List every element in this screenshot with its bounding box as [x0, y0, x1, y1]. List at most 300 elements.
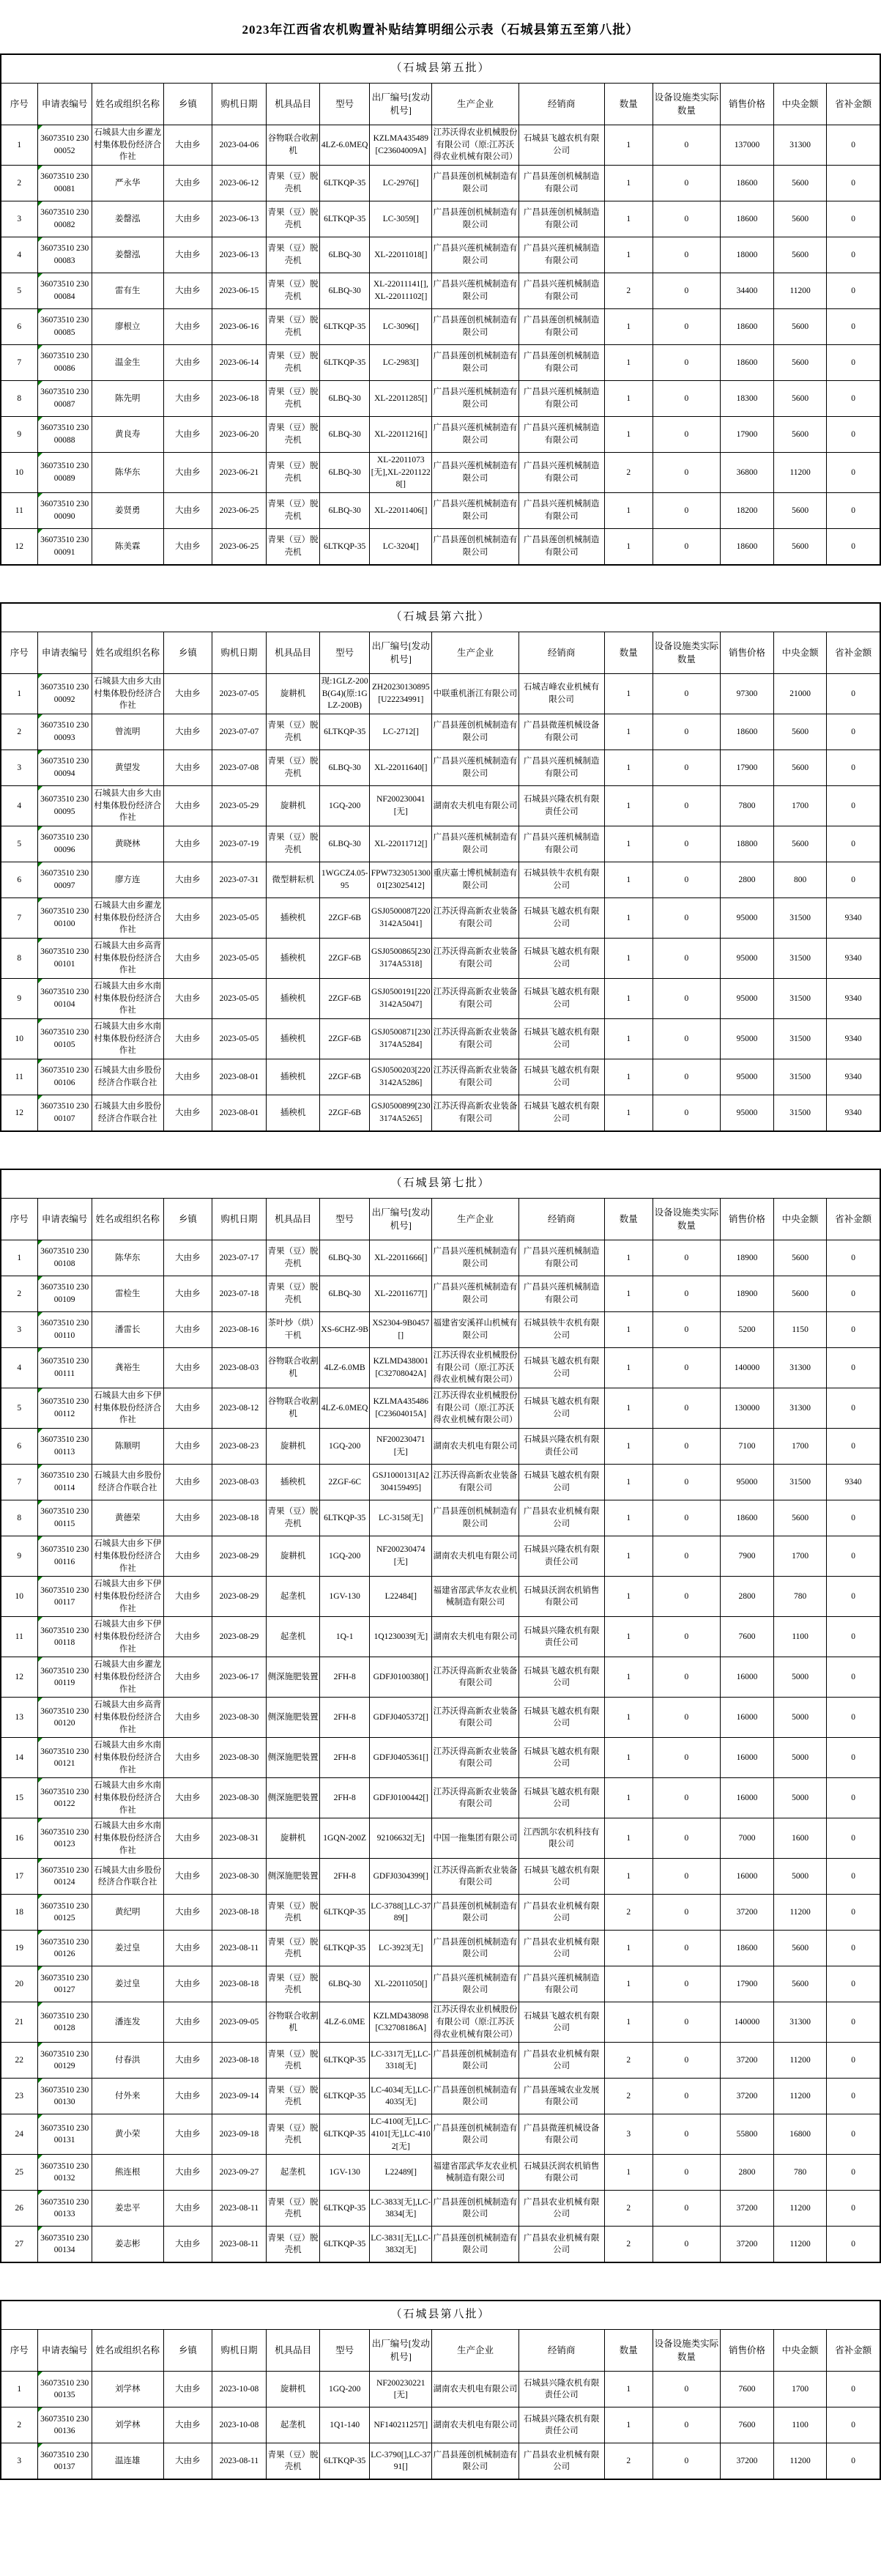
- cell-prov: 0: [827, 125, 880, 166]
- cell-dealer: 广昌县兴莲机械制造有限公司: [518, 237, 604, 273]
- cell-dealer: 广昌县农业机械有限公司: [518, 2043, 604, 2079]
- cell-prov: 0: [827, 2227, 880, 2263]
- cell-app: 36073510 23000100: [37, 898, 92, 939]
- column-header-maker: 生产企业: [432, 84, 518, 125]
- cell-central: 5600: [774, 1240, 827, 1276]
- cell-serial: XL-22011141[],XL-22011102[]: [370, 273, 432, 309]
- cell-prov: 0: [827, 1818, 880, 1859]
- cell-serial: XL-22011640[]: [370, 750, 432, 786]
- cell-date: 2023-06-13: [212, 201, 266, 237]
- cell-facility: 0: [653, 1059, 720, 1095]
- cell-central: 31300: [774, 125, 827, 166]
- column-header-maker: 生产企业: [432, 632, 518, 674]
- cell-serial: LC-3317[无],LC-3318[无]: [370, 2043, 432, 2079]
- cell-qty: 1: [604, 1500, 653, 1536]
- cell-qty: 1: [604, 1348, 653, 1388]
- cell-price: 16000: [720, 1657, 773, 1698]
- cell-dealer: 广昌县莲城农业发展有限公司: [518, 2079, 604, 2114]
- cell-name: 石城县大由乡高背村集体股份经济合作社: [92, 939, 163, 979]
- cell-app: 36073510 23000136: [37, 2407, 92, 2443]
- cell-maker: 湖南农夫机电有限公司: [432, 786, 518, 826]
- cell-qty: 1: [604, 714, 653, 750]
- excel-flag-marker-icon: [38, 1617, 42, 1621]
- cell-item: 青果（豆）脱壳机: [267, 1931, 320, 1966]
- cell-date: 2023-08-11: [212, 2443, 266, 2480]
- cell-qty: 2: [604, 1895, 653, 1931]
- excel-flag-marker-icon: [38, 862, 42, 867]
- cell-model: 1GQN-200Z: [320, 1818, 370, 1859]
- excel-flag-marker-icon: [38, 2443, 42, 2448]
- cell-town: 大由乡: [163, 2443, 212, 2480]
- cell-serial: GDFJ0304399[]: [370, 1859, 432, 1895]
- cell-dealer: 广昌县兴莲机械制造有限公司: [518, 273, 604, 309]
- excel-flag-marker-icon: [38, 2114, 42, 2119]
- cell-qty: 1: [604, 1966, 653, 2002]
- cell-serial: GDFJ0405372[]: [370, 1698, 432, 1738]
- column-header-name: 姓名或组织名称: [92, 2330, 163, 2372]
- cell-dealer: 广昌县兴莲机械制造有限公司: [518, 417, 604, 453]
- cell-central: 5600: [774, 417, 827, 453]
- cell-prov: 0: [827, 1348, 880, 1388]
- cell-model: 6LBQ-30: [320, 237, 370, 273]
- cell-item: 青果（豆）脱壳机: [267, 1240, 320, 1276]
- cell-app: 36073510 23000124: [37, 1859, 92, 1895]
- cell-prov: 0: [827, 2002, 880, 2043]
- cell-maker: 湖南农夫机电有限公司: [432, 1429, 518, 1465]
- cell-item: 青果（豆）脱壳机: [267, 2043, 320, 2079]
- cell-serial: XL-22011050[]: [370, 1966, 432, 2002]
- excel-flag-marker-icon: [38, 826, 42, 831]
- cell-model: 4LZ-6.0MEQ: [320, 125, 370, 166]
- cell-prov: 0: [827, 417, 880, 453]
- cell-maker: 广昌县兴莲机械制造有限公司: [432, 1276, 518, 1312]
- cell-item: 侧深施肥装置: [267, 1778, 320, 1818]
- cell-facility: 0: [653, 1577, 720, 1617]
- cell-model: 2ZGF-6B: [320, 939, 370, 979]
- cell-date: 2023-07-19: [212, 826, 266, 862]
- cell-maker: 广昌县莲创机械制造有限公司: [432, 345, 518, 381]
- table-row: [1, 979, 880, 1019]
- cell-model: 6LTKQP-35: [320, 309, 370, 345]
- cell-facility: 0: [653, 453, 720, 493]
- column-header-app: 申请表编号: [37, 2330, 92, 2372]
- cell-date: 2023-10-08: [212, 2407, 266, 2443]
- cell-app: 36073510 23000129: [37, 2043, 92, 2079]
- cell-serial: ZH20230130895[U22234991]: [370, 674, 432, 714]
- excel-flag-marker-icon: [38, 1465, 42, 1469]
- cell-dealer: 石城县飞越农机有限公司: [518, 939, 604, 979]
- subsidy-tables-container: [0, 53, 881, 2480]
- column-header-dealer: 经销商: [518, 632, 604, 674]
- cell-facility: 0: [653, 750, 720, 786]
- cell-serial: LC-4100[无],LC-4101[无],LC-4102[无]: [370, 2114, 432, 2155]
- cell-town: 大由乡: [163, 1895, 212, 1931]
- cell-dealer: 石城县飞越农机有限公司: [518, 2002, 604, 2043]
- cell-date: 2023-09-18: [212, 2114, 266, 2155]
- column-header-qty: 数量: [604, 84, 653, 125]
- cell-prov: 0: [827, 1698, 880, 1738]
- cell-prov: 0: [827, 453, 880, 493]
- cell-name: 石城县大由乡股份经济合作联合社: [92, 1465, 163, 1500]
- cell-price: 18600: [720, 166, 773, 201]
- cell-seq: 1: [1, 1240, 37, 1276]
- cell-price: 7900: [720, 1536, 773, 1577]
- table-row: [1, 1388, 880, 1429]
- cell-date: 2023-06-16: [212, 309, 266, 345]
- cell-date: 2023-04-06: [212, 125, 266, 166]
- cell-serial: LC-3158[无]: [370, 1500, 432, 1536]
- cell-serial: NF200230221[无]: [370, 2372, 432, 2407]
- page-title: 2023年江西省农机购置补贴结算明细公示表（石城县第五至第八批）: [242, 23, 639, 37]
- cell-app: 36073510 23000086: [37, 345, 92, 381]
- cell-price: 18600: [720, 309, 773, 345]
- cell-name: 黄德荣: [92, 1500, 163, 1536]
- cell-name: 陈先明: [92, 381, 163, 417]
- cell-name: 曾流明: [92, 714, 163, 750]
- cell-facility: 0: [653, 1536, 720, 1577]
- cell-central: 5600: [774, 237, 827, 273]
- cell-name: 石城县大由乡股份经济合作联合社: [92, 1059, 163, 1095]
- cell-qty: 1: [604, 493, 653, 529]
- column-header-dealer: 经销商: [518, 84, 604, 125]
- cell-maker: 广昌县兴莲机械制造有限公司: [432, 237, 518, 273]
- cell-prov: 0: [827, 2407, 880, 2443]
- cell-town: 大由乡: [163, 1348, 212, 1388]
- table-row: [1, 1966, 880, 2002]
- cell-maker: 江苏沃得高新农业装备有限公司: [432, 1019, 518, 1059]
- cell-model: 6LBQ-30: [320, 273, 370, 309]
- cell-dealer: 石城县飞越农机有限公司: [518, 1465, 604, 1500]
- cell-dealer: 石城县飞越农机有限公司: [518, 1698, 604, 1738]
- table-row: [1, 939, 880, 979]
- column-header-seq: 序号: [1, 84, 37, 125]
- cell-serial: NF140211257[]: [370, 2407, 432, 2443]
- cell-town: 大由乡: [163, 2407, 212, 2443]
- cell-central: 11200: [774, 2079, 827, 2114]
- cell-facility: 0: [653, 1818, 720, 1859]
- cell-model: 1Q-1: [320, 1617, 370, 1657]
- cell-central: 11200: [774, 2043, 827, 2079]
- cell-town: 大由乡: [163, 381, 212, 417]
- cell-facility: 0: [653, 1778, 720, 1818]
- subsidy-table-batch-6: [0, 602, 881, 1132]
- cell-town: 大由乡: [163, 417, 212, 453]
- cell-town: 大由乡: [163, 2227, 212, 2263]
- cell-facility: 0: [653, 1895, 720, 1931]
- cell-central: 31500: [774, 898, 827, 939]
- cell-maker: 广昌县莲创机械制造有限公司: [432, 1931, 518, 1966]
- cell-qty: 2: [604, 2043, 653, 2079]
- excel-flag-marker-icon: [38, 1895, 42, 1899]
- cell-seq: 25: [1, 2155, 37, 2191]
- cell-app: 36073510 23000114: [37, 1465, 92, 1500]
- cell-name: 石城县大由乡水南村集体股份经济合作社: [92, 1818, 163, 1859]
- cell-seq: 11: [1, 1059, 37, 1095]
- excel-flag-marker-icon: [38, 714, 42, 719]
- cell-date: 2023-05-05: [212, 939, 266, 979]
- cell-name: 雷检生: [92, 1276, 163, 1312]
- cell-central: 31500: [774, 1095, 827, 1132]
- cell-date: 2023-08-18: [212, 1895, 266, 1931]
- cell-dealer: 石城县飞越农机有限公司: [518, 1388, 604, 1429]
- cell-town: 大由乡: [163, 1778, 212, 1818]
- column-header-town: 乡镇: [163, 2330, 212, 2372]
- cell-name: 陈华东: [92, 1240, 163, 1276]
- cell-date: 2023-08-29: [212, 1617, 266, 1657]
- cell-central: 5600: [774, 1500, 827, 1536]
- cell-name: 雷有生: [92, 273, 163, 309]
- cell-model: 6LBQ-30: [320, 1966, 370, 2002]
- excel-flag-marker-icon: [38, 201, 42, 206]
- cell-qty: 1: [604, 237, 653, 273]
- cell-facility: 0: [653, 529, 720, 566]
- cell-date: 2023-06-12: [212, 166, 266, 201]
- excel-flag-marker-icon: [38, 750, 42, 755]
- cell-seq: 22: [1, 2043, 37, 2079]
- table-row: [1, 529, 880, 566]
- excel-flag-marker-icon: [38, 2079, 42, 2083]
- cell-item: 起垄机: [267, 1617, 320, 1657]
- cell-maker: 福建省邵武华友农业机械制造有限公司: [432, 1577, 518, 1617]
- cell-dealer: 广昌县兴莲机械制造有限公司: [518, 1966, 604, 2002]
- excel-flag-marker-icon: [38, 939, 42, 943]
- cell-dealer: 石城县飞越农机有限公司: [518, 1738, 604, 1778]
- cell-model: 2ZGF-6C: [320, 1465, 370, 1500]
- cell-price: 18000: [720, 237, 773, 273]
- cell-qty: 1: [604, 1240, 653, 1276]
- cell-item: 起垄机: [267, 2155, 320, 2191]
- cell-central: 16800: [774, 2114, 827, 2155]
- cell-facility: 0: [653, 1276, 720, 1312]
- cell-model: 4LZ-6.0MEQ: [320, 1388, 370, 1429]
- cell-name: 黄良寿: [92, 417, 163, 453]
- cell-town: 大由乡: [163, 2043, 212, 2079]
- cell-qty: 1: [604, 786, 653, 826]
- cell-name: 黄晓林: [92, 826, 163, 862]
- cell-item: 青果（豆）脱壳机: [267, 2191, 320, 2227]
- cell-item: 青果（豆）脱壳机: [267, 166, 320, 201]
- cell-item: 起垄机: [267, 1577, 320, 1617]
- cell-central: 11200: [774, 453, 827, 493]
- cell-maker: 江苏沃得高新农业装备有限公司: [432, 898, 518, 939]
- cell-central: 5600: [774, 826, 827, 862]
- cell-serial: GDFJ0405361[]: [370, 1738, 432, 1778]
- cell-app: 36073510 23000119: [37, 1657, 92, 1698]
- cell-price: 95000: [720, 1465, 773, 1500]
- cell-item: 旋耕机: [267, 674, 320, 714]
- cell-central: 1100: [774, 2407, 827, 2443]
- cell-maker: 湖南农夫机电有限公司: [432, 1536, 518, 1577]
- cell-price: 5200: [720, 1312, 773, 1348]
- column-header-prov: 省补金额: [827, 2330, 880, 2372]
- cell-item: 青果（豆）脱壳机: [267, 2114, 320, 2155]
- cell-app: 36073510 23000112: [37, 1388, 92, 1429]
- cell-app: 36073510 23000095: [37, 786, 92, 826]
- excel-flag-marker-icon: [38, 309, 42, 314]
- cell-app: 36073510 23000096: [37, 826, 92, 862]
- column-header-serial: 出厂编号[发动机号]: [370, 632, 432, 674]
- cell-seq: 3: [1, 1312, 37, 1348]
- cell-dealer: 石城县兴隆农机有限责任公司: [518, 2407, 604, 2443]
- cell-price: 17900: [720, 417, 773, 453]
- cell-model: 6LTKQP-35: [320, 2443, 370, 2480]
- batch-title: （石城县第六批）: [1, 603, 880, 632]
- cell-price: 16000: [720, 1738, 773, 1778]
- cell-central: 31500: [774, 1465, 827, 1500]
- cell-serial: GDFJ0100442[]: [370, 1778, 432, 1818]
- cell-central: 800: [774, 862, 827, 898]
- cell-item: 谷物联合收割机: [267, 125, 320, 166]
- cell-facility: 0: [653, 1617, 720, 1657]
- cell-serial: XL-22011666[]: [370, 1240, 432, 1276]
- cell-model: 2ZGF-6B: [320, 979, 370, 1019]
- cell-date: 2023-09-05: [212, 2002, 266, 2043]
- column-header-seq: 序号: [1, 2330, 37, 2372]
- cell-app: 36073510 23000110: [37, 1312, 92, 1348]
- cell-seq: 7: [1, 1465, 37, 1500]
- cell-name: 石城县大由乡大由村集体股份经济合作社: [92, 674, 163, 714]
- cell-name: 姜过皇: [92, 1931, 163, 1966]
- cell-name: 石城县大由乡下伊村集体股份经济合作社: [92, 1388, 163, 1429]
- cell-dealer: 广昌县兴莲机械制造有限公司: [518, 453, 604, 493]
- cell-serial: NF200230041[无]: [370, 786, 432, 826]
- cell-qty: 1: [604, 345, 653, 381]
- cell-price: 7100: [720, 1429, 773, 1465]
- cell-model: 6LTKQP-35: [320, 714, 370, 750]
- cell-serial: XL-22011216[]: [370, 417, 432, 453]
- cell-name: 陈顺明: [92, 1429, 163, 1465]
- cell-qty: 1: [604, 2002, 653, 2043]
- cell-prov: 0: [827, 786, 880, 826]
- cell-dealer: 广昌县兴莲机械制造有限公司: [518, 750, 604, 786]
- cell-qty: 1: [604, 898, 653, 939]
- cell-dealer: 广昌县农业机械有限公司: [518, 1500, 604, 1536]
- cell-maker: 广昌县莲创机械制造有限公司: [432, 1895, 518, 1931]
- cell-app: 36073510 23000052: [37, 125, 92, 166]
- cell-item: 青果（豆）脱壳机: [267, 201, 320, 237]
- cell-prov: 0: [827, 2191, 880, 2227]
- cell-serial: XL-22011018[]: [370, 237, 432, 273]
- cell-name: 石城县大由乡股份经济合作联合社: [92, 1859, 163, 1895]
- cell-price: 16000: [720, 1778, 773, 1818]
- cell-qty: 1: [604, 750, 653, 786]
- excel-flag-marker-icon: [38, 2043, 42, 2047]
- cell-model: 6LBQ-30: [320, 1240, 370, 1276]
- cell-app: 36073510 23000128: [37, 2002, 92, 2043]
- cell-price: 18600: [720, 1500, 773, 1536]
- cell-item: 青果（豆）脱壳机: [267, 273, 320, 309]
- cell-app: 36073510 23000090: [37, 493, 92, 529]
- cell-dealer: 广昌县莲创机械制造有限公司: [518, 345, 604, 381]
- cell-facility: 0: [653, 201, 720, 237]
- cell-prov: 0: [827, 2372, 880, 2407]
- cell-item: 插秧机: [267, 1059, 320, 1095]
- cell-central: 5000: [774, 1859, 827, 1895]
- cell-dealer: 广昌县农业机械有限公司: [518, 1895, 604, 1931]
- cell-facility: 0: [653, 1095, 720, 1132]
- cell-qty: 3: [604, 2114, 653, 2155]
- cell-model: 2ZGF-6B: [320, 1095, 370, 1132]
- cell-seq: 10: [1, 453, 37, 493]
- cell-prov: 0: [827, 1738, 880, 1778]
- cell-model: 6LBQ-30: [320, 453, 370, 493]
- cell-app: 36073510 23000109: [37, 1276, 92, 1312]
- cell-dealer: 广昌县兴莲机械制造有限公司: [518, 381, 604, 417]
- table-row: [1, 1348, 880, 1388]
- cell-model: 2ZGF-6B: [320, 1019, 370, 1059]
- cell-central: 11200: [774, 1895, 827, 1931]
- cell-maker: 福建省邵武华友农业机械制造有限公司: [432, 2155, 518, 2191]
- cell-dealer: 石城县飞越农机有限公司: [518, 1778, 604, 1818]
- cell-seq: 9: [1, 417, 37, 453]
- cell-name: 姜罄泓: [92, 237, 163, 273]
- cell-town: 大由乡: [163, 979, 212, 1019]
- column-header-price: 销售价格: [720, 632, 773, 674]
- cell-facility: 0: [653, 862, 720, 898]
- excel-flag-marker-icon: [38, 453, 42, 457]
- excel-flag-marker-icon: [38, 1966, 42, 1971]
- cell-central: 5600: [774, 381, 827, 417]
- cell-town: 大由乡: [163, 1429, 212, 1465]
- cell-dealer: 石城县沃润农机销售有限公司: [518, 2155, 604, 2191]
- cell-date: 2023-08-23: [212, 1429, 266, 1465]
- cell-qty: 1: [604, 1818, 653, 1859]
- cell-facility: 0: [653, 2002, 720, 2043]
- cell-facility: 0: [653, 309, 720, 345]
- column-header-prov: 省补金额: [827, 1199, 880, 1240]
- cell-model: 6LTKQP-35: [320, 166, 370, 201]
- cell-prov: 0: [827, 1312, 880, 1348]
- cell-town: 大由乡: [163, 1966, 212, 2002]
- cell-central: 5600: [774, 1931, 827, 1966]
- cell-date: 2023-05-05: [212, 979, 266, 1019]
- cell-town: 大由乡: [163, 714, 212, 750]
- cell-date: 2023-08-29: [212, 1536, 266, 1577]
- cell-maker: 江苏沃得高新农业装备有限公司: [432, 1778, 518, 1818]
- cell-model: 6LTKQP-35: [320, 2114, 370, 2155]
- cell-date: 2023-06-25: [212, 493, 266, 529]
- cell-town: 大由乡: [163, 674, 212, 714]
- cell-town: 大由乡: [163, 529, 212, 566]
- cell-qty: 1: [604, 1276, 653, 1312]
- cell-serial: NF200230474[无]: [370, 1536, 432, 1577]
- cell-dealer: 广昌县兴莲机械制造有限公司: [518, 826, 604, 862]
- cell-date: 2023-07-18: [212, 1276, 266, 1312]
- excel-flag-marker-icon: [38, 1536, 42, 1541]
- cell-dealer: 石城县兴隆农机有限责任公司: [518, 2372, 604, 2407]
- cell-price: 7800: [720, 786, 773, 826]
- cell-item: 侧深施肥装置: [267, 1698, 320, 1738]
- cell-dealer: 江西凯尔农机科技有限公司: [518, 1818, 604, 1859]
- cell-date: 2023-06-13: [212, 237, 266, 273]
- cell-serial: XL-22011285[]: [370, 381, 432, 417]
- column-header-dealer: 经销商: [518, 2330, 604, 2372]
- cell-dealer: 石城县飞越农机有限公司: [518, 898, 604, 939]
- cell-item: 插秧机: [267, 898, 320, 939]
- cell-central: 5600: [774, 493, 827, 529]
- cell-qty: 1: [604, 1657, 653, 1698]
- table-row: [1, 2407, 880, 2443]
- cell-prov: 0: [827, 2443, 880, 2480]
- cell-name: 付春洪: [92, 2043, 163, 2079]
- cell-facility: 0: [653, 939, 720, 979]
- cell-seq: 13: [1, 1698, 37, 1738]
- column-header-qty: 数量: [604, 632, 653, 674]
- cell-prov: 0: [827, 2043, 880, 2079]
- cell-price: 18900: [720, 1240, 773, 1276]
- cell-serial: 1Q1230039[无]: [370, 1617, 432, 1657]
- cell-central: 21000: [774, 674, 827, 714]
